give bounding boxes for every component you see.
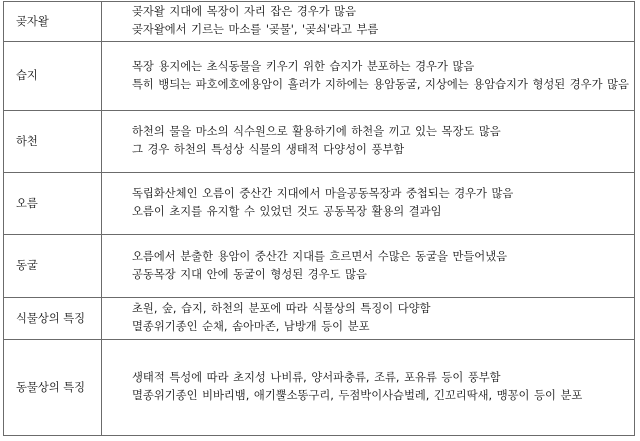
description-cell [102, 111, 635, 173]
description-paragraph: 그 경우 하천의 특성상 식물의 생태적 다양성이 풍부함 [132, 143, 405, 156]
description-paragraph: 곶자왈에서 기르는 마소를 '곶물', '곶쇠'라고 부름 [132, 23, 379, 36]
table-row [4, 42, 635, 111]
description-paragraph: 곶자왈 지대에 목장이 자리 잡은 경우가 많음 [132, 5, 356, 18]
table-row [4, 111, 635, 173]
table-row [4, 173, 635, 235]
table-row [4, 2, 635, 42]
term-cell: 식물상의 특징 [4, 298, 102, 340]
description-paragraph: 오름에서 분출한 용암이 중산간 지대를 흐르면서 수많은 동굴을 만들어냈음 [132, 249, 508, 263]
description-cell [102, 298, 635, 340]
table-row [4, 235, 635, 298]
description-paragraph: 목장 용지에는 초식동물을 키우기 위한 습지가 분포하는 경우가 많음 [132, 59, 475, 73]
term-cell: 동물상의 특징 [4, 340, 102, 436]
description-cell [102, 173, 635, 235]
description-paragraph: 특히 뱅듸는 파호에호에용암이 흘러가 지하에는 용암동굴, 지상에는 용암습지가 형성된 경우가 많음 [132, 77, 629, 91]
term-cell: 오름 [4, 173, 102, 235]
description-paragraph: 생태적 특성에 따라 초지성 나비류, 양서파충류, 조류, 포유류 등이 풍부함 [132, 371, 501, 384]
description-cell [102, 340, 635, 436]
description-paragraph: 오름이 초지를 유지할 수 있었던 것도 공동목장 활용의 결과임 [132, 205, 442, 218]
description-cell [102, 235, 635, 298]
description-paragraph: 공동목장 지대 안에 동굴이 형성된 경우도 많음 [132, 267, 367, 281]
description-paragraph: 멸종위기종인 비바리뱀, 애기뿔소똥구리, 두점박이사슴벌레, 긴꼬리딱새, 맹꽁이 등이 분포 [132, 389, 583, 402]
description-cell [102, 42, 635, 111]
term-cell: 곶자왈 [4, 2, 102, 42]
term-cell: 습지 [4, 42, 102, 111]
description-paragraph: 독립화산체인 오름이 중산간 지대에서 마을공동목장과 중첩되는 경우가 많음 [132, 187, 514, 200]
ecology-features-table [3, 1, 635, 436]
description-paragraph: 초원, 숲, 습지, 하천의 분포에 따라 식물상의 특징이 다양함 [132, 302, 431, 315]
table-body [4, 2, 635, 436]
term-cell: 동굴 [4, 235, 102, 298]
description-paragraph: 멸종위기종인 순채, 솜아마존, 남방개 등이 분포 [132, 320, 370, 333]
table-row [4, 298, 635, 340]
description-paragraph: 하천의 물을 마소의 식수원으로 활용하기에 하천을 끼고 있는 목장도 많음 [132, 125, 501, 138]
table-row [4, 340, 635, 436]
description-cell [102, 2, 635, 42]
term-cell: 하천 [4, 111, 102, 173]
